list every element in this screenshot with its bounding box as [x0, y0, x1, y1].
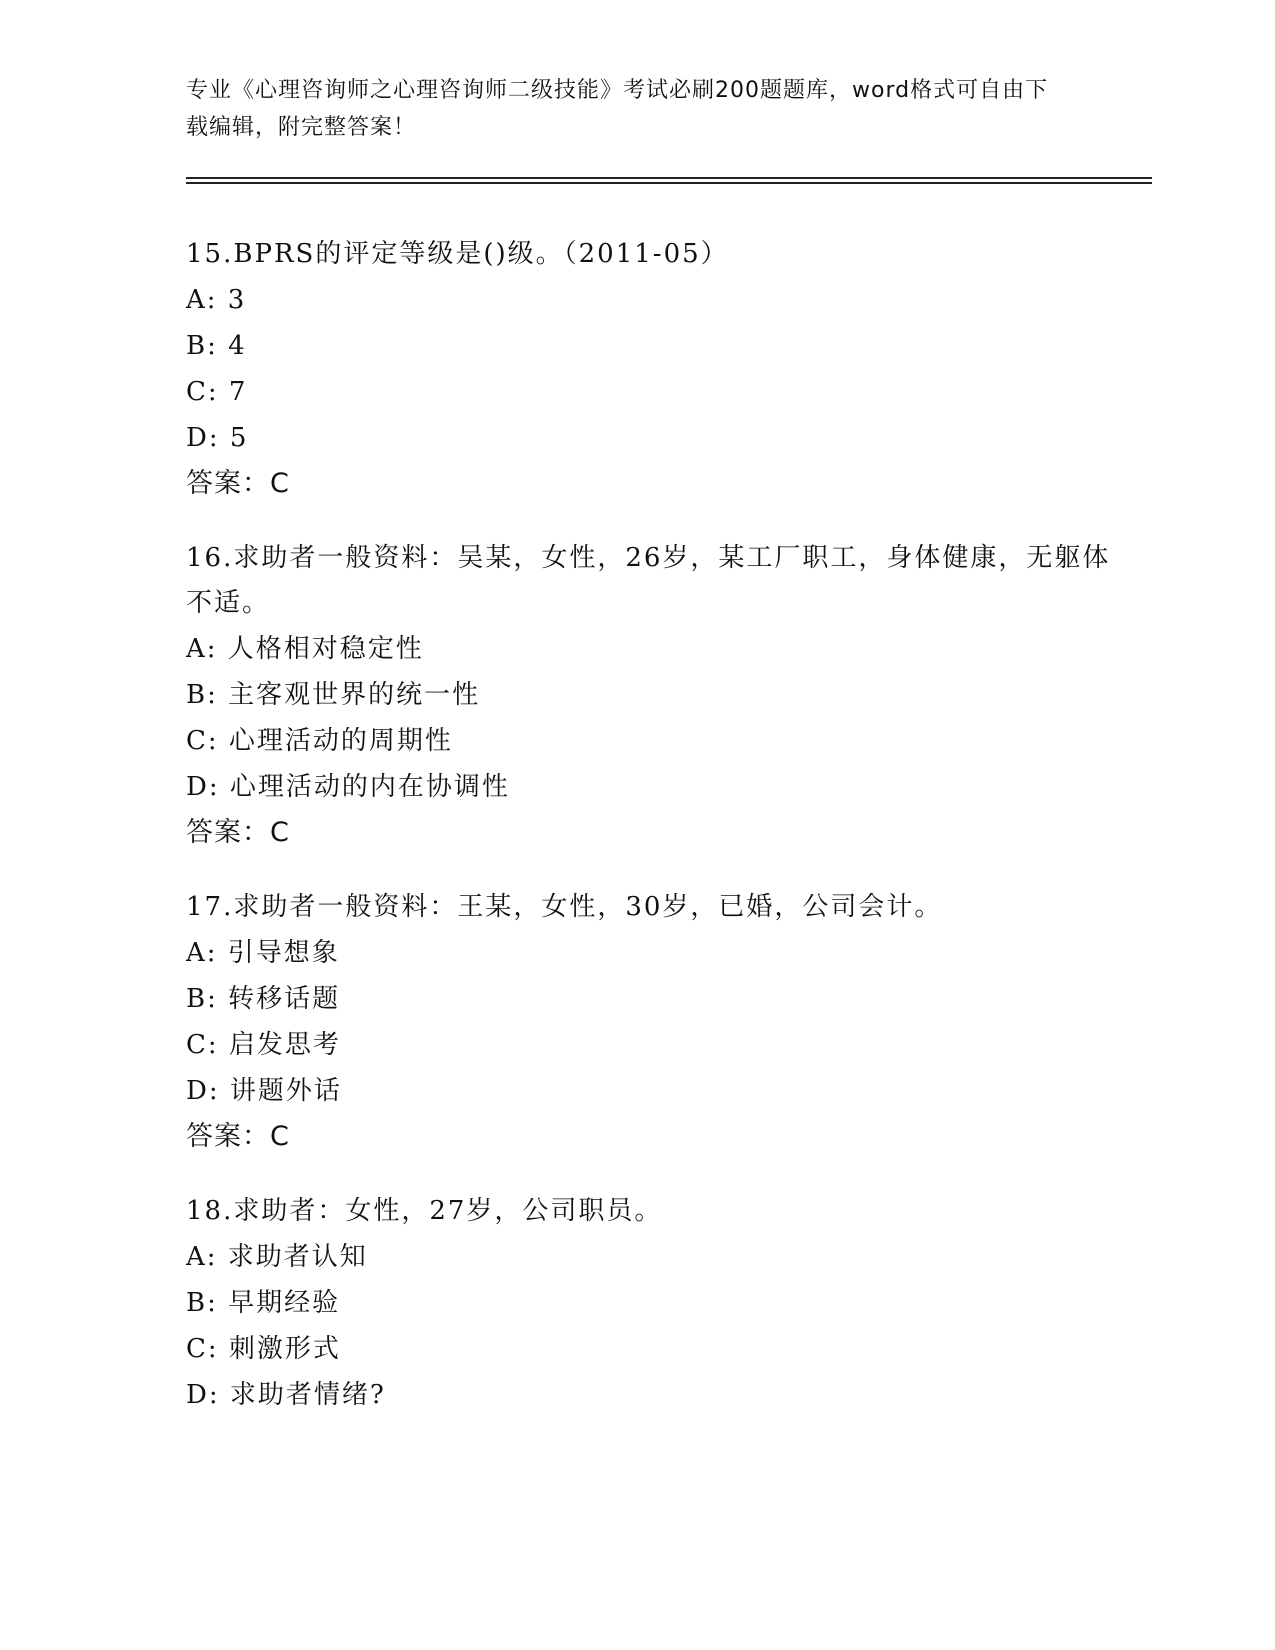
option-b: B: 4 — [186, 331, 247, 361]
question-15 — [186, 232, 1116, 507]
option-c: C: 刺激形式 — [186, 1334, 341, 1364]
option-c: C: 启发思考 — [186, 1030, 341, 1060]
header-divider-top — [186, 177, 1152, 179]
question-16 — [186, 536, 1116, 856]
option-a: A: 求助者认知 — [186, 1242, 368, 1272]
answer-text: 答案：C — [186, 1121, 290, 1152]
question-list — [186, 232, 1116, 1447]
option-a: A: 引导想象 — [186, 938, 340, 968]
answer-text: 答案：C — [186, 468, 290, 499]
option-d: D: 5 — [186, 423, 249, 453]
option-c: C: 心理活动的周期性 — [186, 726, 453, 756]
option-a: A: 人格相对稳定性 — [186, 634, 424, 664]
question-17 — [186, 885, 1116, 1160]
option-a: A: 3 — [186, 285, 247, 315]
option-b: B: 主客观世界的统一性 — [186, 680, 481, 710]
document-header — [186, 72, 1066, 146]
option-b: B: 转移话题 — [186, 984, 341, 1014]
option-d: D: 心理活动的内在协调性 — [186, 772, 510, 802]
question-stem: 18.求助者：女性，27岁，公司职员。 — [186, 1196, 663, 1226]
question-18 — [186, 1189, 1116, 1418]
option-d: D: 讲题外话 — [186, 1076, 342, 1106]
answer-text: 答案：C — [186, 817, 290, 848]
question-stem: 15.BPRS的评定等级是()级。（2011-05） — [186, 239, 729, 269]
header-divider-bottom — [186, 182, 1152, 184]
question-stem: 16.求助者一般资料：吴某，女性，26岁，某工厂职工，身体健康，无躯体不适。 — [186, 543, 1111, 618]
question-stem: 17.求助者一般资料：王某，女性，30岁，已婚，公司会计。 — [186, 892, 943, 922]
option-d: D: 求助者情绪? — [186, 1380, 386, 1410]
option-b: B: 早期经验 — [186, 1288, 341, 1318]
header-intro-text: 专业《心理咨询师之心理咨询师二级技能》考试必刷200题题库，word格式可自由下载编辑，附完整答案！ — [186, 78, 1049, 140]
option-c: C: 7 — [186, 377, 248, 407]
